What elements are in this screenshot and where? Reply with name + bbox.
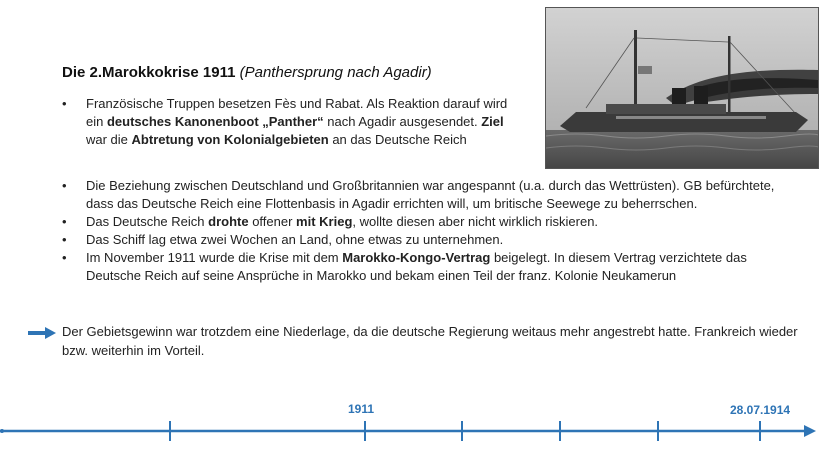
timeline-label-end: 28.07.1914 [730, 403, 791, 417]
slide-title [62, 64, 432, 81]
timeline-start-dot [0, 429, 4, 433]
timeline-arrowhead [804, 425, 816, 437]
title-subtitle: (Panthersprung nach Agadir) [239, 64, 432, 81]
ship-photo [545, 7, 819, 169]
bullet-item: • Französische Truppen besetzen Fès und Rabat. Als Reaktion darauf wird ein deutsches Kanonenboot „Panther“ nach Agadir ausgesendet. Ziel war die Abtretung von Kolonialgebieten an das Deutsche Reich [62, 95, 512, 149]
conclusion-text: Der Gebietsgewinn war trotzdem eine Niederlage, da die deutsche Regierung weitaus mehr angestrebt hatte. Frankreich wieder bzw. weiterhin im Vorteil. [62, 324, 798, 358]
bullet-list-main [62, 177, 782, 285]
timeline-label-1911: 1911 [348, 402, 375, 416]
bullet-item: • Das Schiff lag etwa zwei Wochen an Land, ohne etwas zu unternehmen. [62, 231, 782, 249]
bullet-item: • Die Beziehung zwischen Deutschland und Großbritannien war angespannt (u.a. durch das Wettrüsten). GB befürchtete, dass das Deutsche Reich eine Flottenbasis in Agadir errichten will, um britische Seewege zu beherrschen. [62, 177, 782, 213]
bullet-list-top [62, 95, 512, 149]
bullet-item: • Das Deutsche Reich drohte offener mit Krieg, wollte diesen aber nicht wirklich riskieren. [62, 213, 782, 231]
arrow-right-icon [28, 327, 56, 339]
title-main: Die 2.Marokkokrise 1911 [62, 64, 236, 81]
bullet-item: • Im November 1911 wurde die Krise mit dem Marokko-Kongo-Vertrag beigelegt. In diesem Vertrag verzichtete das Deutsche Reich auf seine Ansprüche in Marokko und bekam einen Teil der franz. Kolonie Neukamerun [62, 249, 782, 285]
timeline [0, 395, 828, 455]
